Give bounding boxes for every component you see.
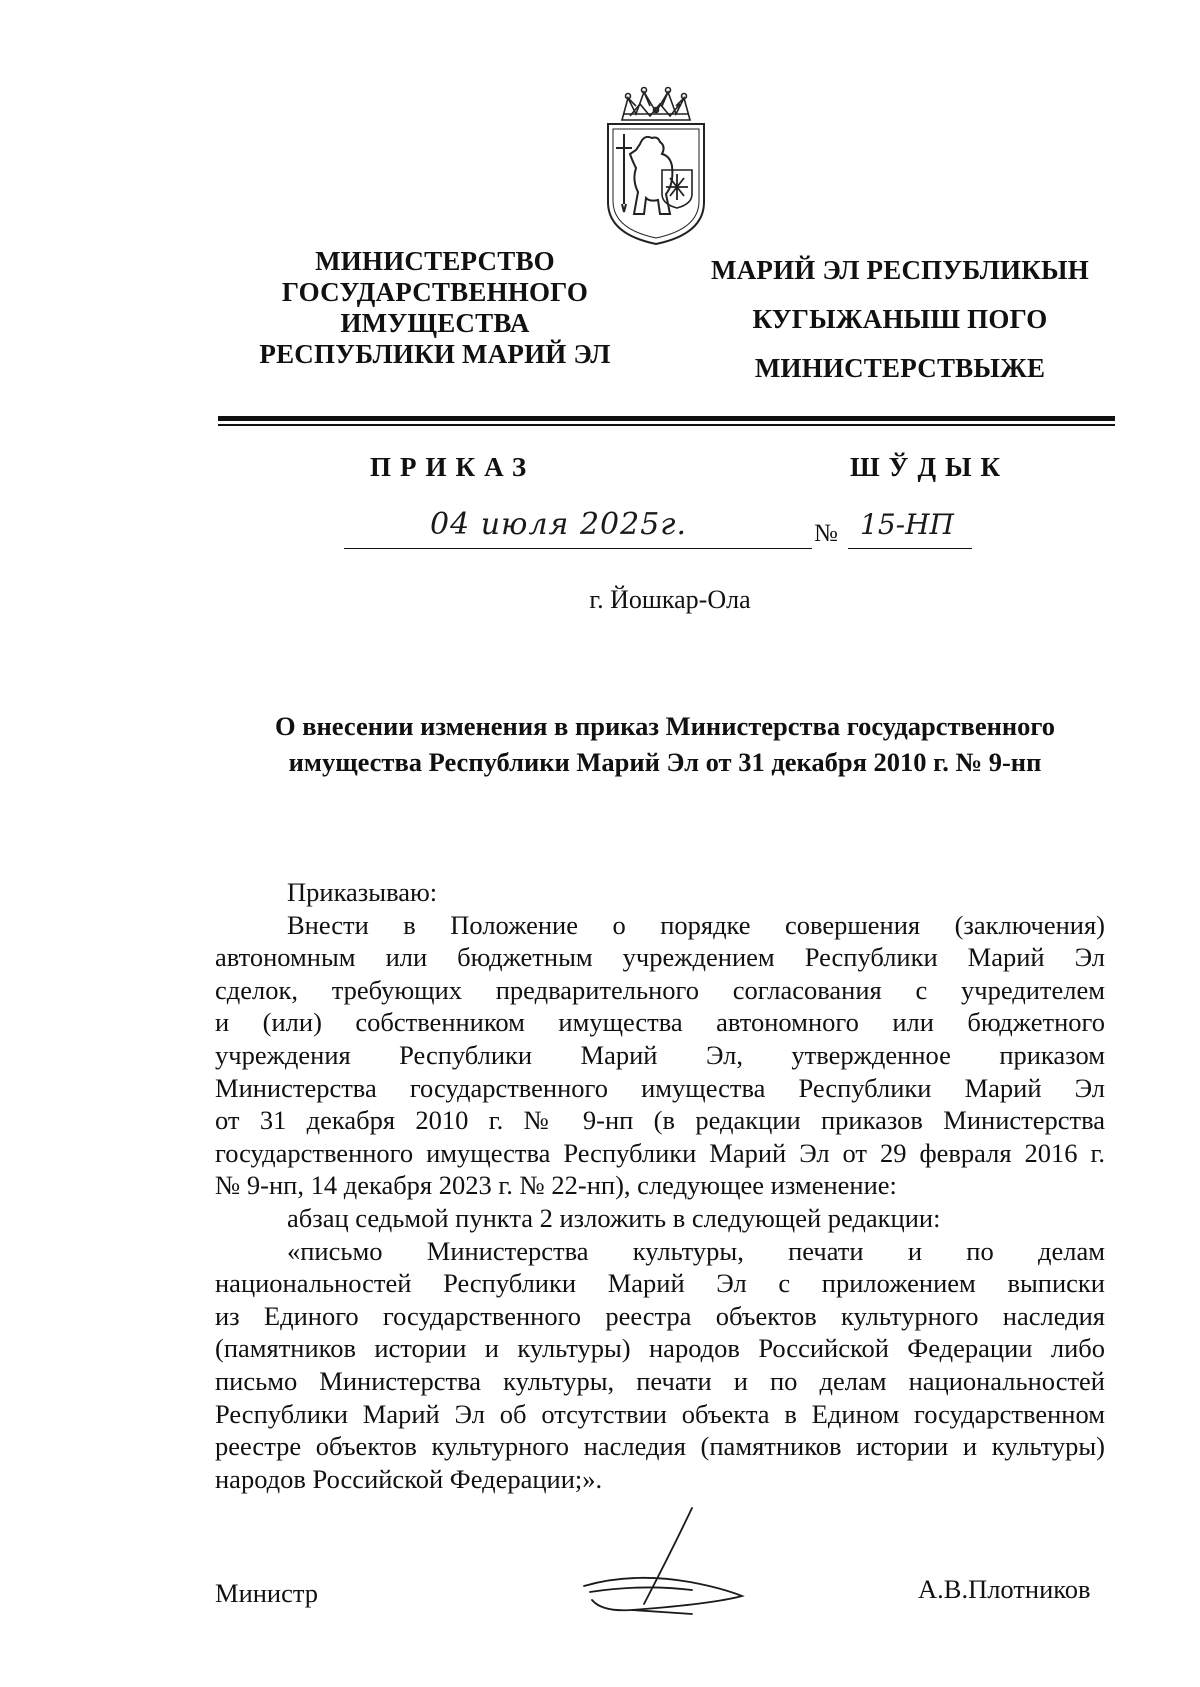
header-left-line: ГОСУДАРСТВЕННОГО (281, 277, 589, 307)
body-line: национальностей Республики Марий Эл с приложением выписки (215, 1268, 1105, 1299)
body-line: «письмо Министерства культуры, печати и по делам (287, 1235, 1105, 1266)
title-line: имущества Республики Марий Эл от 31 декабря 2010 г. № 9-нп (288, 747, 1042, 777)
header-right-line: МИНИСТЕРСТВЫЖЕ (754, 353, 1046, 383)
body-line: народов Российской Федерации;». (215, 1463, 603, 1494)
signatory-role: Министр (215, 1578, 319, 1608)
body-line: сделок, требующих предварительного согласования с учредителем (215, 974, 1105, 1005)
order-date-handwritten: 04 июля 2025г. (430, 507, 687, 542)
ministry-name-mari (690, 246, 1110, 393)
coat-of-arms-emblem (600, 84, 712, 248)
body-line: Министерства государственного имущества Республики Марий Эл (215, 1072, 1105, 1103)
header-left-line: МИНИСТЕРСТВО (315, 246, 555, 276)
order-body (215, 876, 1105, 1495)
doc-type-mari: ШЎДЫК (850, 452, 1010, 482)
body-line: письмо Министерства культуры, печати и по делам национальностей (215, 1365, 1105, 1396)
body-line: и (или) собственником имущества автономного или бюджетного (215, 1007, 1105, 1038)
header-right-line: МАРИЙ ЭЛ РЕСПУБЛИКЫН (711, 255, 1089, 285)
order-number-handwritten: 15-НП (860, 508, 954, 541)
body-line: автономным или бюджетным учреждением Республики Марий Эл (215, 942, 1105, 973)
header-left-line: РЕСПУБЛИКИ МАРИЙ ЭЛ (259, 339, 611, 369)
date-underline (344, 548, 812, 549)
body-line: реестре объектов культурного наследия (памятников истории и культуры) (215, 1431, 1105, 1462)
body-line: Республики Марий Эл об отсутствии объекта в Едином государственном (215, 1398, 1105, 1429)
body-line: Внести в Положение о порядке совершения (заключения) (287, 909, 1105, 940)
doc-type-russian: ПРИКАЗ (370, 452, 536, 482)
body-line: из Единого государственного реестра объектов культурного наследия (215, 1300, 1105, 1331)
order-title (215, 708, 1115, 780)
paragraph-3 (215, 1235, 1105, 1496)
paragraph-1 (215, 909, 1105, 1202)
header-left-line: ИМУЩЕСТВА (340, 308, 530, 338)
body-line: от 31 декабря 2010 г. № 9-нп (в редакции приказов Министерства (215, 1105, 1105, 1136)
body-line: № 9-нп, 14 декабря 2023 г. № 22-нп), следующее изменение: (215, 1170, 897, 1201)
body-line: государственного имущества Республики Марий Эл от 29 февраля 2016 г. (215, 1137, 1105, 1168)
ministry-name-russian (240, 246, 630, 370)
header-right-line: КУГЫЖАНЫШ ПОГО (752, 304, 1048, 334)
number-sign: № (814, 520, 838, 547)
handwritten-signature (572, 1500, 762, 1640)
body-line: (памятников истории и культуры) народов Российской Федерации либо (215, 1333, 1105, 1364)
body-line: учреждения Республики Марий Эл, утвержденное приказом (215, 1039, 1105, 1070)
header-divider-thin (218, 424, 1115, 426)
order-word: Приказываю: (287, 877, 438, 907)
city-name: г. Йошкар-Ола (589, 585, 751, 614)
signatory-name: А.В.Плотников (918, 1574, 1091, 1604)
number-underline (848, 548, 972, 549)
paragraph-2: абзац седьмой пункта 2 изложить в следующей редакции: (287, 1202, 941, 1233)
title-line: О внесении изменения в приказ Министерства государственного (274, 711, 1055, 741)
header-divider-thick (218, 416, 1115, 421)
